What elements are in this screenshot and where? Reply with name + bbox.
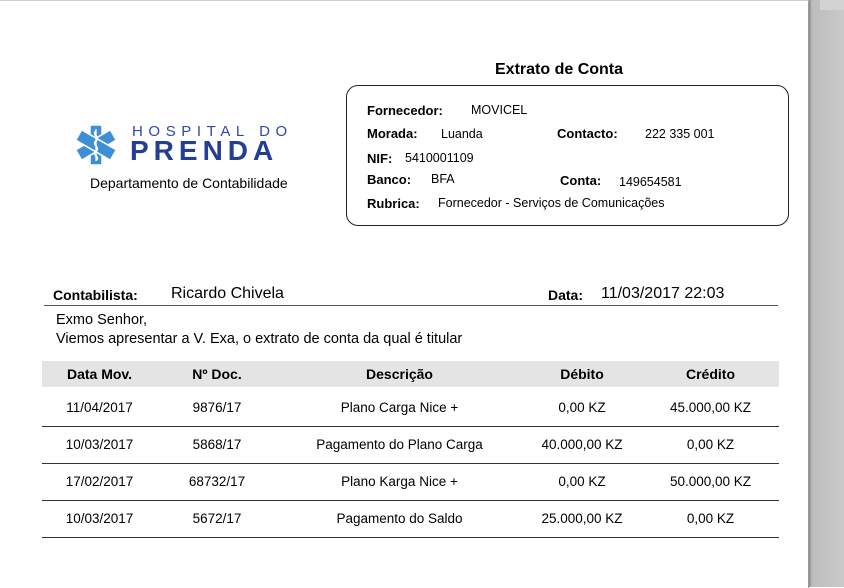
- morada-value: Luanda: [441, 127, 483, 141]
- cell-credit: 50.000,00 KZ: [669, 474, 752, 489]
- nif-label: NIF:: [367, 151, 393, 166]
- cell-description: Plano Karga Nice +: [341, 474, 458, 489]
- morada-label: Morada:: [367, 126, 418, 141]
- cell-description: Pagamento do Saldo: [336, 511, 463, 526]
- cell-debit: 40.000,00 KZ: [541, 437, 623, 452]
- nif-value: 5410001109: [405, 151, 474, 165]
- cell-doc: 5672/17: [192, 511, 242, 526]
- table-header: [42, 361, 779, 387]
- greeting-message: Viemos apresentar a V. Exa, o extrato de conta da qual é titular: [56, 331, 463, 347]
- cell-description: Pagamento do Plano Carga: [316, 437, 483, 452]
- cell-doc: 5868/17: [192, 437, 242, 452]
- logo-text-prenda: PRENDA: [130, 135, 279, 166]
- contacto-value: 222 335 001: [645, 127, 715, 141]
- header-data-mov: Data Mov.: [66, 366, 133, 382]
- date-value: 11/03/2017 22:03: [601, 285, 725, 302]
- cell-date: 17/02/2017: [65, 474, 134, 489]
- cell-credit: 0,00 KZ: [686, 437, 735, 452]
- rubrica-label: Rubrica:: [367, 196, 420, 211]
- table-row: [42, 500, 779, 538]
- banco-value: BFA: [431, 172, 455, 186]
- cell-description: Plano Carga Nice +: [340, 400, 459, 415]
- accountant-label: Contabilista:: [53, 287, 138, 303]
- fornecedor-label: Fornecedor:: [367, 103, 443, 118]
- hospital-logo: [74, 123, 324, 167]
- date-label: Data:: [548, 287, 584, 303]
- cell-date: 10/03/2017: [65, 437, 134, 452]
- accountant-row: [44, 285, 778, 306]
- cell-debit: 0,00 KZ: [558, 400, 606, 415]
- department-name: Departamento de Contabilidade: [90, 175, 288, 191]
- rubrica-value: Fornecedor - Serviços de Comunicações: [438, 196, 665, 210]
- table-row: [42, 426, 779, 464]
- table-row: [42, 463, 779, 501]
- document-title: Extrato de Conta: [495, 61, 624, 78]
- contacto-label: Contacto:: [557, 126, 618, 141]
- cell-credit: 45.000,00 KZ: [669, 400, 752, 415]
- viewer-background-top: [820, 0, 844, 10]
- header-credito: Crédito: [686, 366, 735, 382]
- cell-doc: 68732/17: [188, 474, 246, 489]
- banco-label: Banco:: [367, 172, 412, 187]
- header-descricao: Descrição: [366, 366, 433, 382]
- cell-date: 10/03/2017: [65, 511, 134, 526]
- header-n-doc: Nº Doc.: [192, 366, 242, 382]
- cell-credit: 0,00 KZ: [686, 511, 735, 526]
- cell-debit: 25.000,00 KZ: [541, 511, 623, 526]
- logo-text-hospital-do: HOSPITAL DO: [132, 123, 293, 140]
- conta-label: Conta:: [560, 173, 602, 188]
- star-of-life-icon: [74, 123, 118, 167]
- cell-debit: 0,00 KZ: [558, 474, 606, 489]
- fornecedor-value: MOVICEL: [471, 103, 528, 117]
- cell-doc: 9876/17: [192, 400, 242, 415]
- greeting-salutation: Exmo Senhor,: [56, 312, 148, 328]
- header-debito: Débito: [560, 366, 604, 382]
- cell-date: 11/04/2017: [66, 400, 133, 415]
- conta-value: 149654581: [619, 175, 682, 189]
- viewer-background: [809, 0, 844, 587]
- supplier-info-box: [346, 85, 789, 226]
- accountant-name: Ricardo Chivela: [171, 285, 284, 302]
- table-row: [42, 389, 779, 427]
